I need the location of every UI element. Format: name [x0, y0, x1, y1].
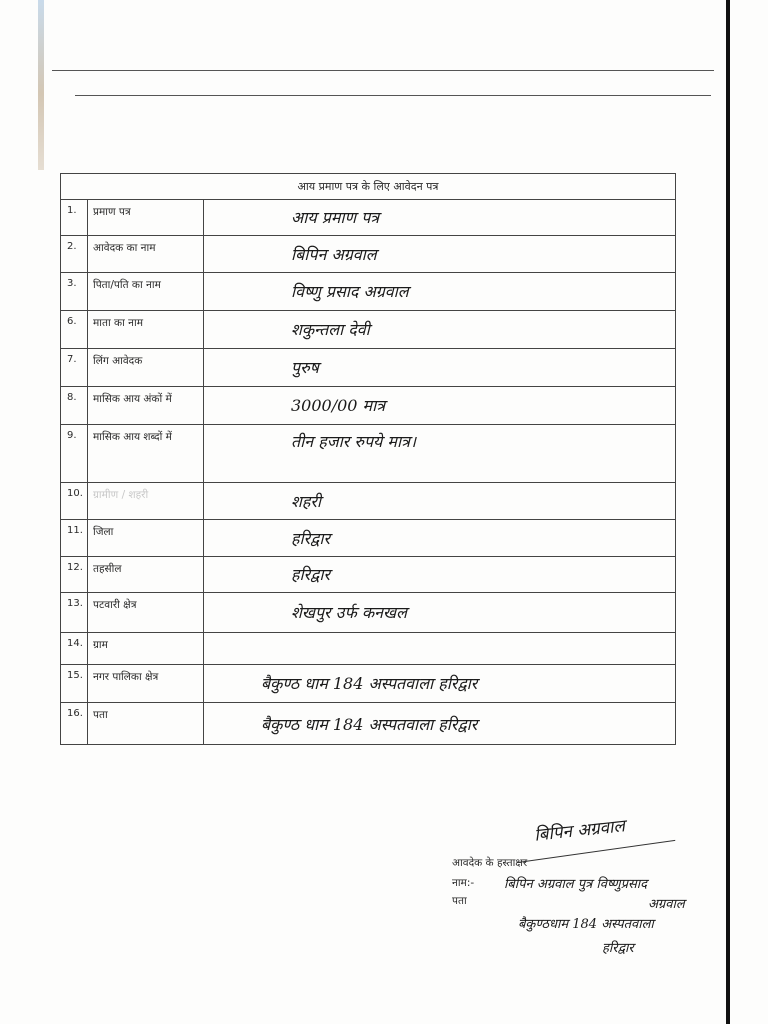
row-number: 13.: [67, 598, 83, 609]
row-label: पिता/पति का नाम: [93, 279, 161, 291]
row-number: 11.: [67, 525, 83, 536]
table-row: [61, 702, 675, 746]
table-row: [61, 556, 675, 593]
row-value: 3000/00 मात्र: [291, 396, 386, 415]
address-label: पता: [452, 895, 467, 907]
applicant-signature-block: [452, 806, 722, 966]
application-form-table: [60, 173, 676, 745]
table-row: [61, 519, 675, 557]
row-value: शहरी: [291, 491, 322, 511]
row-value: [231, 632, 655, 664]
row-label: प्रमाण पत्र: [93, 206, 131, 218]
row-label: ग्रामीण / शहरी: [93, 489, 149, 501]
row-value: हरिद्वार: [291, 528, 331, 548]
table-row: [61, 664, 675, 703]
row-number: 16.: [67, 708, 83, 719]
row-label: नगर पालिका क्षेत्र: [93, 671, 159, 683]
header-rule-1: [52, 70, 714, 71]
row-value: शकुन्तला देवी: [291, 320, 370, 339]
row-value: बैकुण्ठ धाम 184 अस्पतवाला हरिद्वार: [261, 674, 478, 693]
row-label: जिला: [93, 526, 114, 538]
row-value: आय प्रमाण पत्र: [291, 208, 380, 227]
row-value: तीन हजार रुपये मात्र।: [291, 432, 417, 451]
row-value: शेखपुर उर्फ कनखल: [291, 603, 407, 622]
form-title: आय प्रमाण पत्र के लिए आवेदन पत्र: [61, 174, 675, 200]
row-label: मासिक आय अंकों में: [93, 393, 172, 405]
row-number: 1.: [67, 205, 77, 216]
row-label: आवेदक का नाम: [93, 242, 156, 254]
row-label: मासिक आय शब्दों में: [93, 431, 172, 443]
table-row: [61, 310, 675, 349]
row-value: पुरुष: [291, 358, 319, 377]
table-row: [61, 424, 675, 483]
row-value: बैकुण्ठ धाम 184 अस्पतवाला हरिद्वार: [261, 715, 478, 734]
row-number: 9.: [67, 430, 77, 441]
row-number: 2.: [67, 241, 77, 252]
row-label: पता: [93, 709, 108, 721]
row-number: 14.: [67, 638, 83, 649]
row-value: विष्णु प्रसाद अग्रवाल: [291, 282, 409, 301]
table-row: [61, 348, 675, 387]
signature-label: आवदेक के हस्ताक्षर: [452, 857, 528, 869]
header-rule-2: [75, 95, 711, 96]
row-number: 10.: [67, 488, 83, 499]
table-row: [61, 386, 675, 425]
table-row: [61, 199, 675, 236]
row-label: लिंग आवेदक: [93, 355, 143, 367]
address-value-continued: हरिद्वार: [602, 941, 634, 956]
row-label: पटवारी क्षेत्र: [93, 599, 137, 611]
row-number: 7.: [67, 354, 77, 365]
page-edge-stain: [38, 0, 44, 170]
table-row: [61, 592, 675, 633]
applicant-signature: बिपिन अग्रवाल: [533, 816, 626, 846]
row-label: माता का नाम: [93, 317, 143, 329]
name-label: नाम:-: [452, 877, 475, 889]
table-row: [61, 235, 675, 273]
row-number: 15.: [67, 670, 83, 681]
name-value: बिपिन अग्रवाल पुत्र विष्णुप्रसाद: [504, 877, 648, 892]
row-number: 12.: [67, 562, 83, 573]
name-value-continued: अग्रवाल: [648, 897, 685, 912]
row-number: 3.: [67, 278, 77, 289]
row-label: ग्राम: [93, 639, 108, 651]
row-value: बिपिन अग्रवाल: [291, 244, 377, 264]
table-row: [61, 272, 675, 311]
row-number: 8.: [67, 392, 77, 403]
table-row: [61, 632, 675, 665]
page-edge-shadow: [726, 0, 730, 1024]
table-row: [61, 482, 675, 520]
row-label: तहसील: [93, 563, 122, 575]
row-number: 6.: [67, 316, 77, 327]
address-value: बैकुण्ठधाम 184 अस्पतवाला: [518, 917, 654, 932]
row-value: हरिद्वार: [291, 565, 331, 584]
